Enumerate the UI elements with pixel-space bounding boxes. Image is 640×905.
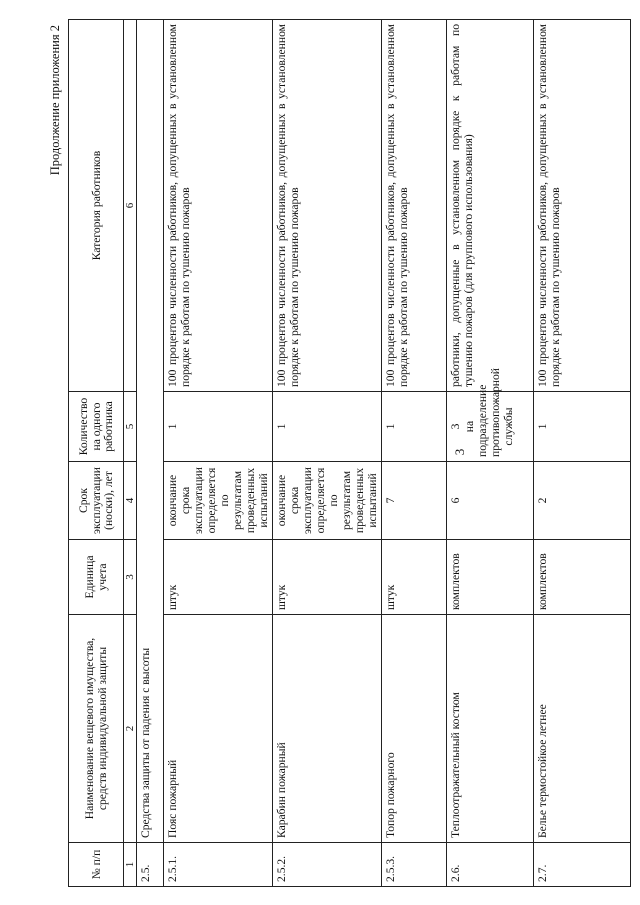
item-unit: комплектов (447, 540, 534, 615)
item-quantity: 1 (164, 392, 273, 462)
continuation-label: Продолжение приложения 2 (48, 25, 62, 176)
item-category: 100 процентов численности работников, допущенных в установленном порядке к работам по тушению пожаров (273, 20, 382, 392)
item-category: 100 процентов численности работников, допущенных в установленном порядке к работам по тушению пожаров (382, 20, 447, 392)
column-number: 3 (124, 540, 137, 615)
table-row (164, 20, 273, 887)
table-header-row (69, 20, 124, 887)
item-unit: штук (273, 540, 382, 615)
table-row (447, 20, 534, 887)
column-number: 6 (124, 20, 137, 392)
row-number: 2.5.2. (273, 843, 382, 887)
column-number: 4 (124, 462, 137, 540)
page-number: 3 (452, 448, 467, 456)
column-number: 2 (124, 615, 137, 843)
item-quantity-cell (447, 368, 534, 462)
item-quantity-note: на подразделение противопожарной службы (463, 368, 515, 457)
item-term: 2 (534, 462, 631, 540)
header-term: Срок эксплуатации (носки), лет (69, 462, 124, 540)
table-row (273, 20, 382, 887)
item-quantity: 3 (449, 423, 463, 430)
header-quantity: Количество на одного работника (69, 392, 124, 462)
section-row (137, 20, 164, 887)
row-number: 2.5.1. (164, 843, 273, 887)
item-quantity: 1 (382, 392, 447, 462)
column-number: 5 (124, 392, 137, 462)
item-name: Карабин пожарный (273, 615, 382, 843)
item-unit: комплектов (534, 540, 631, 615)
item-category: 100 процентов численности работников, допущенных в установленном порядке к работам по тушению пожаров (534, 20, 631, 392)
section-title: Средства защиты от падения с высоты (137, 20, 164, 843)
item-category: работники, допущенные в установленном порядке к работам по тушению пожаров (для группового использования) (447, 20, 534, 392)
table-row (382, 20, 447, 887)
section-number: 2.5. (137, 843, 164, 887)
item-term: 6 (447, 462, 534, 540)
row-number: 2.7. (534, 843, 631, 887)
item-term: окончание срока эксплуатации определяется по результатам проведенных испытаний (164, 462, 273, 540)
item-name: Топор пожарного (382, 615, 447, 843)
row-number: 2.6. (447, 843, 534, 887)
item-category: 100 процентов численности работников, допущенных в установленном порядке к работам по тушению пожаров (164, 20, 273, 392)
item-unit: штук (164, 540, 273, 615)
equipment-table (68, 19, 631, 887)
item-quantity: 1 (534, 392, 631, 462)
item-name: Пояс пожарный (164, 615, 273, 843)
header-unit: Единица учета (69, 540, 124, 615)
item-name: Белье термостойкое летнее (534, 615, 631, 843)
item-name: Теплоотражательный костюм (447, 615, 534, 843)
column-number-row (124, 20, 137, 887)
row-number: 2.5.3. (382, 843, 447, 887)
header-category: Категория работников (69, 20, 124, 392)
header-name: Наименование вещевого имущества, средств индивидуальной защиты (69, 615, 124, 843)
column-number: 1 (124, 843, 137, 887)
table-row (534, 20, 631, 887)
item-term: окончание срока эксплуатации определяется по результатам проведенных испытаний (273, 462, 382, 540)
item-unit: штук (382, 540, 447, 615)
item-term: 7 (382, 462, 447, 540)
header-number: № п/п (69, 843, 124, 887)
item-quantity: 1 (273, 392, 382, 462)
